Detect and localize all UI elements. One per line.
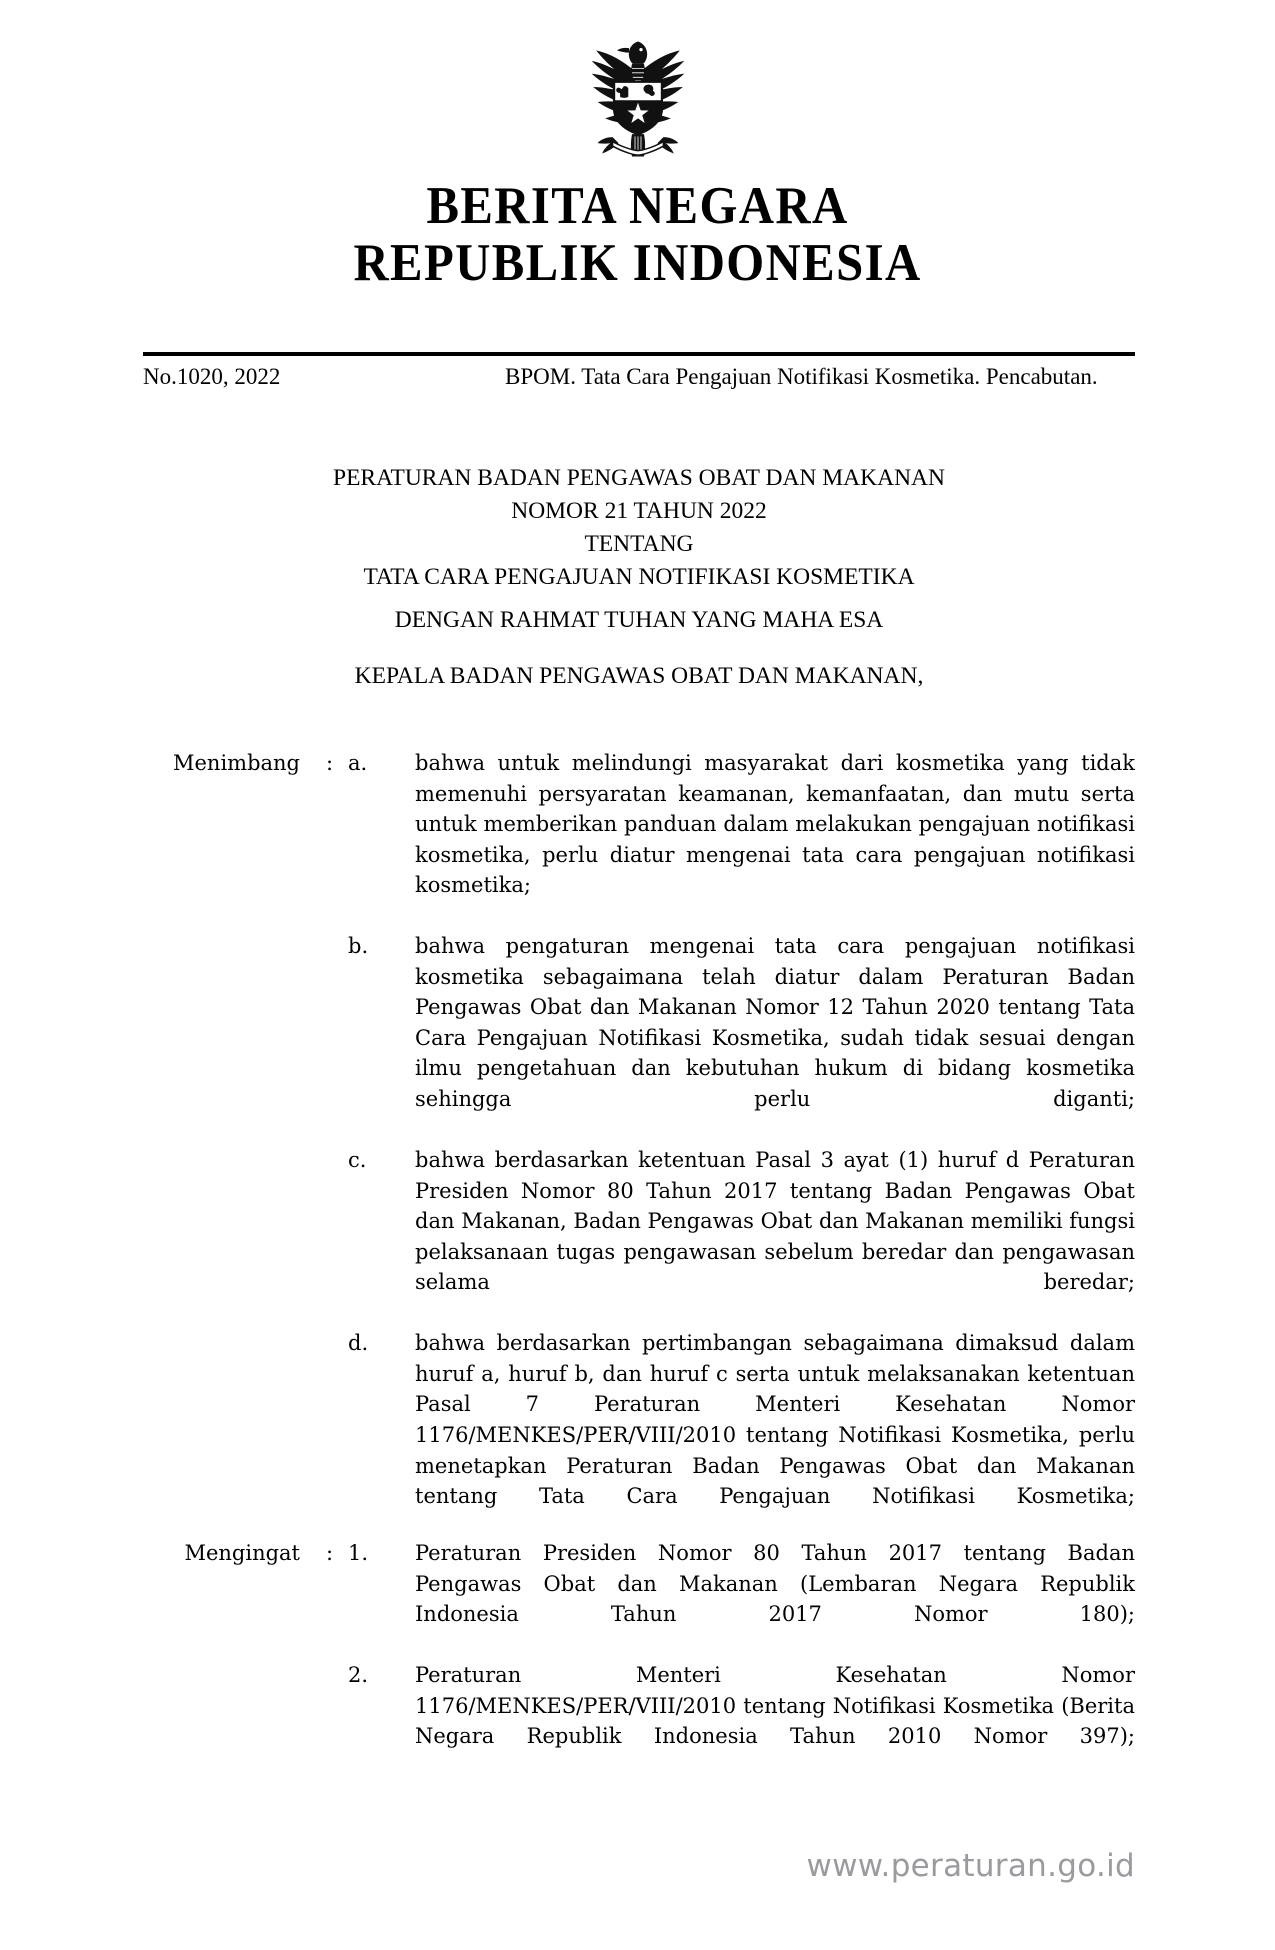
title-line-institution: PERATURAN BADAN PENGAWAS OBAT DAN MAKANAN [333,465,945,491]
decree-invocation: DENGAN RAHMAT TUHAN YANG MAHA ESA [394,607,884,633]
emblem-container [0,28,1275,175]
menimbang-marker-a: a. [348,751,368,775]
masthead-divider [143,352,1135,356]
menimbang-text-d: bahwa berdasarkan pertimbangan sebagaimana dimaksud dalam huruf a, huruf b, dan huruf c serta untuk melaksanakan ketentuan Pasal 7 Peraturan Menteri Kesehatan Nomor 1176/MENKES/PER/VIII/2010 tentang Notifikasi Kosmetika, perlu menetapkan Peraturan Badan Pengawas Obat dan Makanan tentang Tata Cara Pengajuan Notifikasi Kosmetika; [415,1331,1135,1509]
title-line-tentang: TENTANG [584,530,694,557]
masthead-line-republik-indonesia: REPUBLIK INDONESIA [353,233,922,292]
menimbang-text-b: bahwa pengaturan mengenai tata cara pengajuan notifikasi kosmetika sebagaimana telah diatur dalam Peraturan Badan Pengawas Obat dan Makanan Nomor 12 Tahun 2020 tentang Tata Cara Pengajuan Notifikasi Kosmetika, sudah tidak sesuai dengan ilmu pengetahuan dan kebutuhan hukum di bidang kosmetika sehingga perlu diganti; [415,934,1135,1112]
mengingat-item-2 [130,1660,1135,1782]
title-line-number: NOMOR 21 TAHUN 2022 [511,497,767,524]
menimbang-item-a [130,748,1135,931]
mengingat-text-2: Peraturan Menteri Kesehatan Nomor 1176/MENKES/PER/VIII/2010 tentang Notifikasi Kosmetika (Berita Negara Republik Indonesia Tahun 2010 Nomor 397); [415,1663,1135,1749]
masthead [0,178,1275,291]
mengingat-text-1: Peraturan Presiden Nomor 80 Tahun 2017 tentang Badan Pengawas Obat dan Makanan (Lembaran Negara Republik Indonesia Tahun 2017 Nomor 180); [415,1541,1135,1627]
menimbang-text-a: bahwa untuk melindungi masyarakat dari kosmetika yang tidak memenuhi persyaratan keamanan, kemanfaatan, dan mutu serta untuk memberikan panduan dalam melakukan pengajuan notifikasi kosmetika, perlu diatur mengenai tata cara pengajuan notifikasi kosmetika; [415,751,1135,898]
mengingat-section [130,1538,1135,1782]
menimbang-text-c: bahwa berdasarkan ketentuan Pasal 3 ayat (1) huruf d Peraturan Presiden Nomor 80 Tahun 2017 tentang Badan Pengawas Obat dan Makanan, Badan Pengawas Obat dan Makanan memiliki fungsi pelaksanaan tugas pengawasan sebelum beredar dan pengawasan selama beredar; [415,1148,1135,1295]
garuda-pancasila-icon [563,28,713,170]
masthead-line-berita-negara: BERITA NEGARA [426,177,849,235]
mengingat-marker-1: 1. [348,1541,369,1565]
menimbang-item-c [130,1145,1135,1328]
menimbang-label: Menimbang [172,751,300,775]
menimbang-item-b [130,931,1135,1145]
menimbang-marker-b: b. [348,934,369,959]
menimbang-marker-d: d. [348,1331,369,1356]
mengingat-item-1 [130,1538,1135,1660]
mengingat-colon: : [326,1541,334,1565]
gazette-subject: BPOM. Tata Cara Pengajuan Notifikasi Kosmetika. Pencabutan. [505,364,1098,389]
regulation-title-block [143,462,1135,594]
menimbang-colon: : [326,751,334,775]
footer-watermark: www.peraturan.go.id [806,1848,1135,1884]
decree-authority: KEPALA BADAN PENGAWAS OBAT DAN MAKANAN, [354,663,924,689]
gazette-number: No.1020, 2022 [143,364,281,389]
mengingat-marker-2: 2. [348,1663,369,1688]
menimbang-section [130,748,1135,1542]
menimbang-item-d [130,1328,1135,1542]
menimbang-marker-c: c. [348,1148,367,1173]
mengingat-label: Mengingat [184,1541,300,1565]
title-line-subject: TATA CARA PENGAJUAN NOTIFIKASI KOSMETIKA [363,563,915,590]
